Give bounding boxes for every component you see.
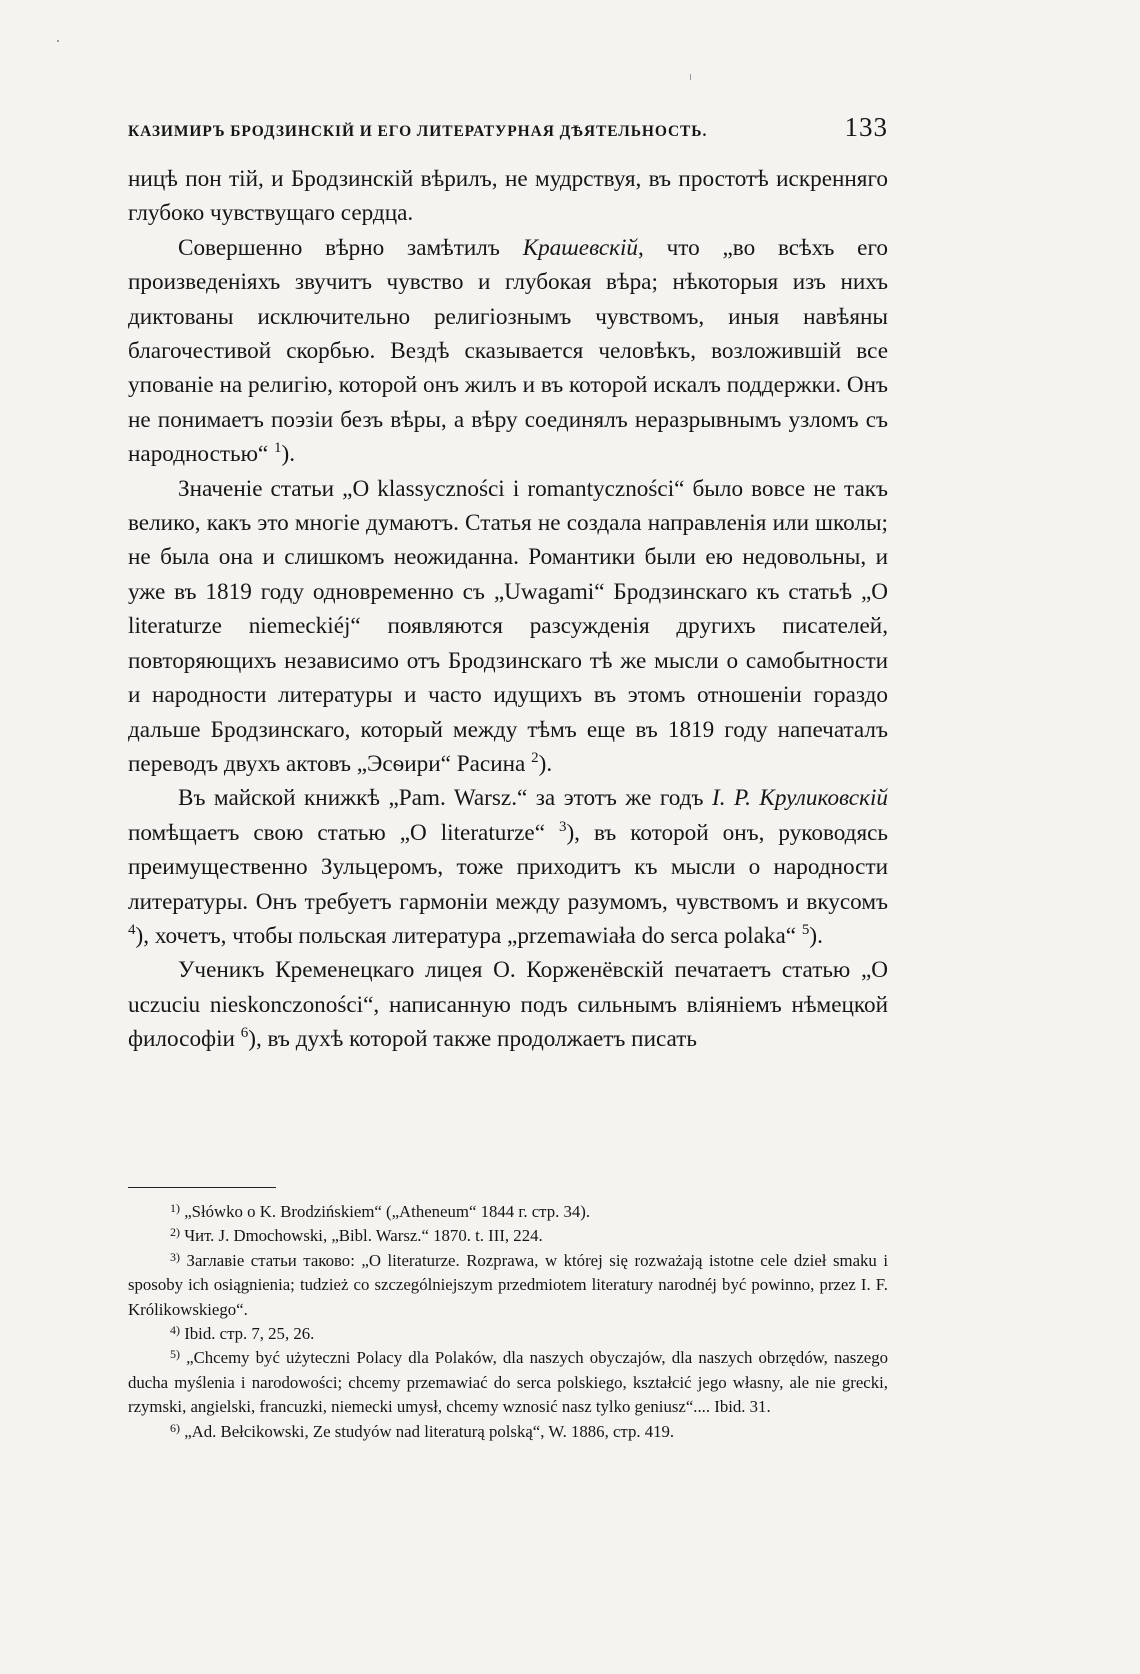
footnote-text: „Słówko o K. Brodzińskiem“ („Atheneum“ 1844 г. стр. 34).	[180, 1202, 591, 1221]
text-run: ).	[809, 922, 823, 949]
footnote-mark-paren: )	[176, 1225, 180, 1240]
body-paragraph	[128, 231, 888, 472]
body-paragraph	[128, 953, 888, 1056]
text-run: ), хочетъ, чтобы польская литература „przemawiała do serca polaka“	[135, 922, 802, 949]
footnote	[128, 1224, 888, 1248]
footnote	[128, 1249, 888, 1322]
body-paragraph	[128, 781, 888, 953]
scan-speck	[690, 74, 691, 80]
italic-name: Крашевскій	[522, 234, 639, 261]
footnote-mark: 6	[170, 1420, 176, 1435]
footnote-mark-paren: )	[176, 1420, 180, 1435]
footnote-mark: 1	[170, 1201, 176, 1215]
footnotes	[128, 1200, 888, 1444]
footnote	[128, 1346, 888, 1419]
text-run: Въ майской книжкѣ „Pam. Warsz.“ за этотъ же годъ	[178, 785, 712, 812]
footnote-reference: 1	[274, 440, 282, 457]
footnote-text: Заглавіе статьи таково: „O literaturze. Rozprawa, w której się rozważają istotne cele dzieł smaku i sposoby ich osiągnienia; tudzież co szczególniejszym przedmiotem literatury narodnéj być powinno, przez I. F. Królikowskiego“.	[128, 1250, 888, 1319]
footnote-mark: 3	[170, 1249, 176, 1264]
text-run: помѣщаетъ свою статью „O literaturze“	[128, 819, 559, 846]
footnote	[128, 1322, 888, 1346]
footnote-mark-paren: )	[176, 1323, 180, 1338]
footnote	[128, 1420, 888, 1444]
body-paragraph	[128, 472, 888, 782]
running-header	[128, 112, 888, 143]
text-run: Ученикъ Кременецкаго лицея О. Корженёвскій печатаетъ статью „O uczuciu nieskonczoności“, написанную подъ сильнымъ вліяніемъ нѣмецкой философіи	[128, 957, 888, 1053]
scan-speck	[57, 40, 59, 42]
footnote-mark-paren: )	[176, 1249, 180, 1264]
footnote-mark: 2	[170, 1225, 176, 1240]
footnote-text: „Chcemy być użyteczni Polacy dla Polaków, dla naszych obyczajów, dla naszych obrzędów, naszego ducha myślenia i narodowości; chcemy przemawiać do serca polskiego, kształcić jego własny, ale nie grecki, rzymski, angielski, francuzki, niemecki umysł, chcemy wznosić nasz tylko geniusz“.... Ibid. 31.	[128, 1348, 888, 1417]
italic-name: I. P. Круликовскій	[711, 785, 888, 812]
body-paragraph	[128, 162, 888, 231]
text-run: ницѣ пон тій, и Бродзинскій вѣрилъ, не мудрствуя, въ простотѣ искренняго глубоко чувствущаго сердца.	[128, 166, 888, 227]
footnote-mark-paren: )	[176, 1201, 180, 1215]
footnote-text: Ibid. стр. 7, 25, 26.	[180, 1324, 315, 1344]
footnote-reference: 4	[128, 921, 136, 938]
footnote-text: Чит. J. Dmochowski, „Bibl. Warsz.“ 1870. t. III, 224.	[180, 1226, 543, 1246]
text-run: ).	[538, 750, 553, 777]
text-run: ), въ духѣ которой также продолжаетъ писать	[248, 1026, 697, 1053]
text-run: Совершенно вѣрно замѣтилъ	[178, 234, 523, 261]
text-run: ), въ которой онъ, руководясь преимущественно Зульцеромъ, тоже приходитъ къ мысли о народности литературы. Онъ требуетъ гармоніи между разумомъ, чувствомъ и вкусомъ	[128, 819, 888, 915]
text-run: , что „во всѣхъ его произведеніяхъ звучитъ чувство и глубокая вѣра; нѣкоторыя изъ нихъ диктованы исключительно религіознымъ чувствомъ, иныя навѣяны благочестивой скорбью. Вездѣ сказывается человѣкъ, возложившій все упованіе на религію, которой онъ жилъ и въ которой искалъ поддержки. Онъ не понимаетъ поэзіи безъ вѣры, а вѣру соединялъ неразрывнымъ узломъ съ народностью“	[128, 234, 888, 468]
footnote-reference: 2	[531, 749, 539, 766]
footnote-mark: 5	[170, 1347, 176, 1362]
footnote-mark-paren: )	[176, 1347, 180, 1362]
running-title: КАЗИМИРЪ БРОДЗИНСКІЙ И ЕГО ЛИТЕРАТУРНАЯ ДѢЯТЕЛЬНОСТЬ.	[128, 123, 708, 140]
footnote	[128, 1200, 888, 1224]
text-run: ).	[281, 441, 296, 468]
text-run: Значеніе статьи „O klassyczności i romantyczności“ было вовсе не такъ велико, какъ это многіе думаютъ. Статья не создала направленія или школы; не была она и слишкомъ неожиданна. Романтики были ею недовольны, и уже въ 1819 году одновременно съ „Uwagami“ Бродзинскаго къ статьѣ „O literaturze niemeckiéj“ появляются разсужденія другихъ писателей, повторяющихъ независимо отъ Бродзинскаго тѣ же мысли о самобытности и народности литературы и часто идущихъ въ этомъ отношеніи гораздо дальше Бродзинскаго, который между тѣмъ еще въ 1819 году напечаталъ переводъ двухъ актовъ „Эсѳири“ Расина	[128, 475, 888, 777]
body-text	[128, 162, 888, 1057]
footnote-reference: 5	[801, 921, 810, 938]
footnote-text: „Ad. Bełcikowski, Ze studyów nad literaturą polską“, W. 1886, стр. 419.	[180, 1421, 675, 1441]
footnote-separator	[128, 1187, 276, 1188]
footnote-reference: 6	[240, 1025, 249, 1042]
page-number: 133	[844, 112, 888, 142]
footnote-reference: 3	[558, 818, 567, 835]
footnote-mark: 4	[170, 1323, 176, 1338]
